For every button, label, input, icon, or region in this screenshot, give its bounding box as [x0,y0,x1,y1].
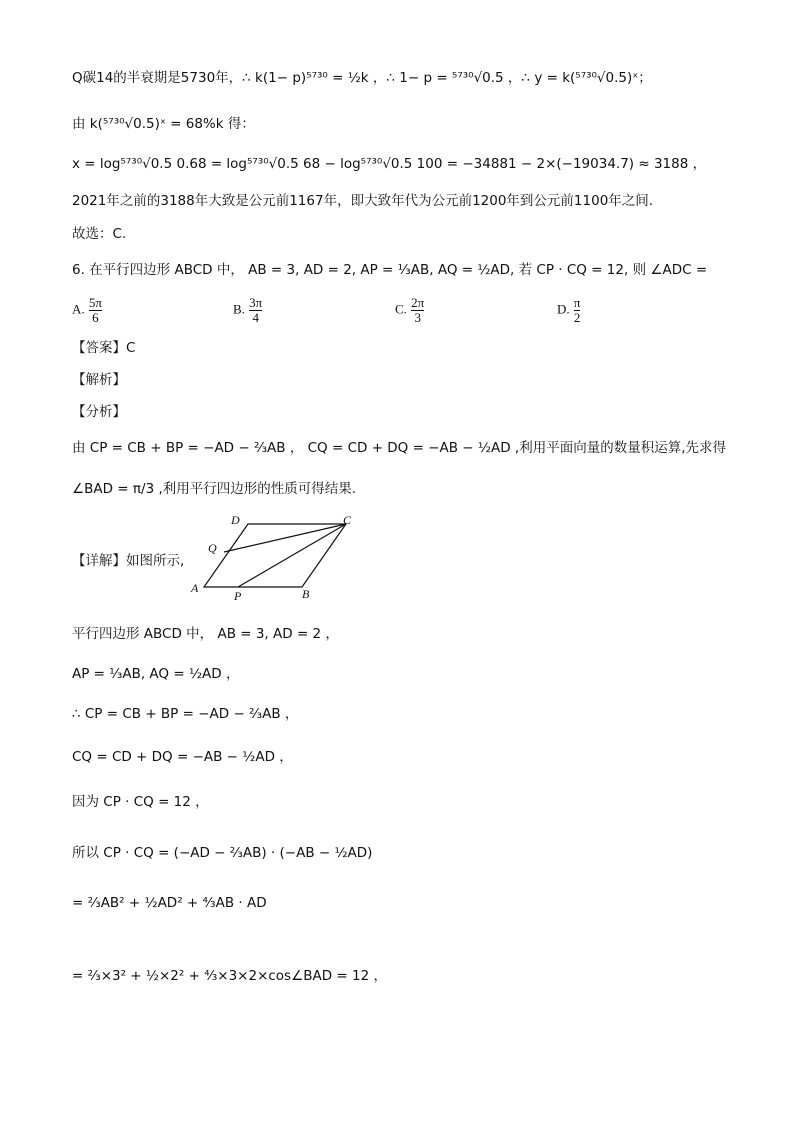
parallelogram-figure [188,512,368,604]
parallelogram-abcd [204,524,346,587]
detail-line [72,551,184,571]
label-d: D [231,513,240,527]
label-a: A [191,581,199,595]
fenxi-tag: 【分析】 [72,404,126,420]
answer-line [72,338,135,358]
solution-line-3: x = log⁵⁷³⁰√0.5 0.68 = log⁵⁷³⁰√0.5 68 − log⁵⁷³⁰√0.5 100 = −34881 − 2×(−19034.7) ≈ 3188 ， [72,156,707,172]
step-4: CQ = CD + DQ = −AB − ½AD ， [72,749,293,765]
detail-tag: 【详解】 [72,553,126,569]
step-7: = ⅔AB² + ½AD² + ⁴⁄₃AB · AD [72,895,267,911]
option-c: C. $\frac{2\pi}{3}$ [395,295,425,325]
fenxi-line-2: ∠BAD = π/3 ,利用平行四边形的性质可得结果. [72,481,357,497]
answer-value: C [126,340,136,356]
segment-pc [238,524,346,587]
option-a: A. $\frac{5\pi}{6}$ [72,295,102,325]
step-1: 平行四边形 ABCD 中， AB = 3, AD = 2 ， [72,626,339,642]
step-2: AP = ⅓AB, AQ = ½AD ， [72,666,240,682]
solution-line-2: 由 k(⁵⁷³⁰√0.5)ˣ = 68%k 得： [72,116,255,132]
analysis-tag: 【解析】 [72,372,126,388]
question-6: 6. 在平行四边形 ABCD 中， AB = 3, AD = 2, AP = ⅓AB, AQ = ½AD, 若 CP · CQ = 12, 则 ∠ADC = [72,262,708,278]
step-3: ∴ CP = CB + BP = −AD − ⅔AB ， [72,706,299,722]
label-b: B [302,587,310,601]
fenxi-line-1: 由 CP = CB + BP = −AD − ⅔AB ， CQ = CD + DQ = −AB − ½AD ,利用平面向量的数量积运算,先求得 [72,440,726,456]
label-q: Q [208,541,217,555]
solution-line-1: Q碳14的半衰期是5730年，∴ k(1− p)⁵⁷³⁰ = ½k ，∴ 1− p = ⁵⁷³⁰√0.5 ，∴ y = k(⁵⁷³⁰√0.5)ˣ； [72,70,652,86]
step-6: 所以 CP · CQ = (−AD − ⅔AB) · (−AB − ½AD) [72,845,373,861]
answer-tag: 【答案】 [72,340,126,356]
solution-line-5: 故选：C. [72,226,127,242]
option-d: D. $\frac{\pi}{2}$ [557,295,581,325]
step-5: 因为 CP · CQ = 12 ， [72,794,209,810]
solution-line-4: 2021年之前的3188年大致是公元前1167年，即大致年代为公元前1200年到公元前1100年之间. [72,193,654,209]
step-8: = ⅔×3² + ½×2² + ⁴⁄₃×3×2×cos∠BAD = 12 ， [72,968,387,984]
label-p: P [234,589,242,603]
detail-text: 如图所示, [126,553,185,569]
label-c: C [343,513,352,527]
option-b: B. $\frac{3\pi}{4}$ [233,295,263,325]
segment-qc [224,524,346,552]
